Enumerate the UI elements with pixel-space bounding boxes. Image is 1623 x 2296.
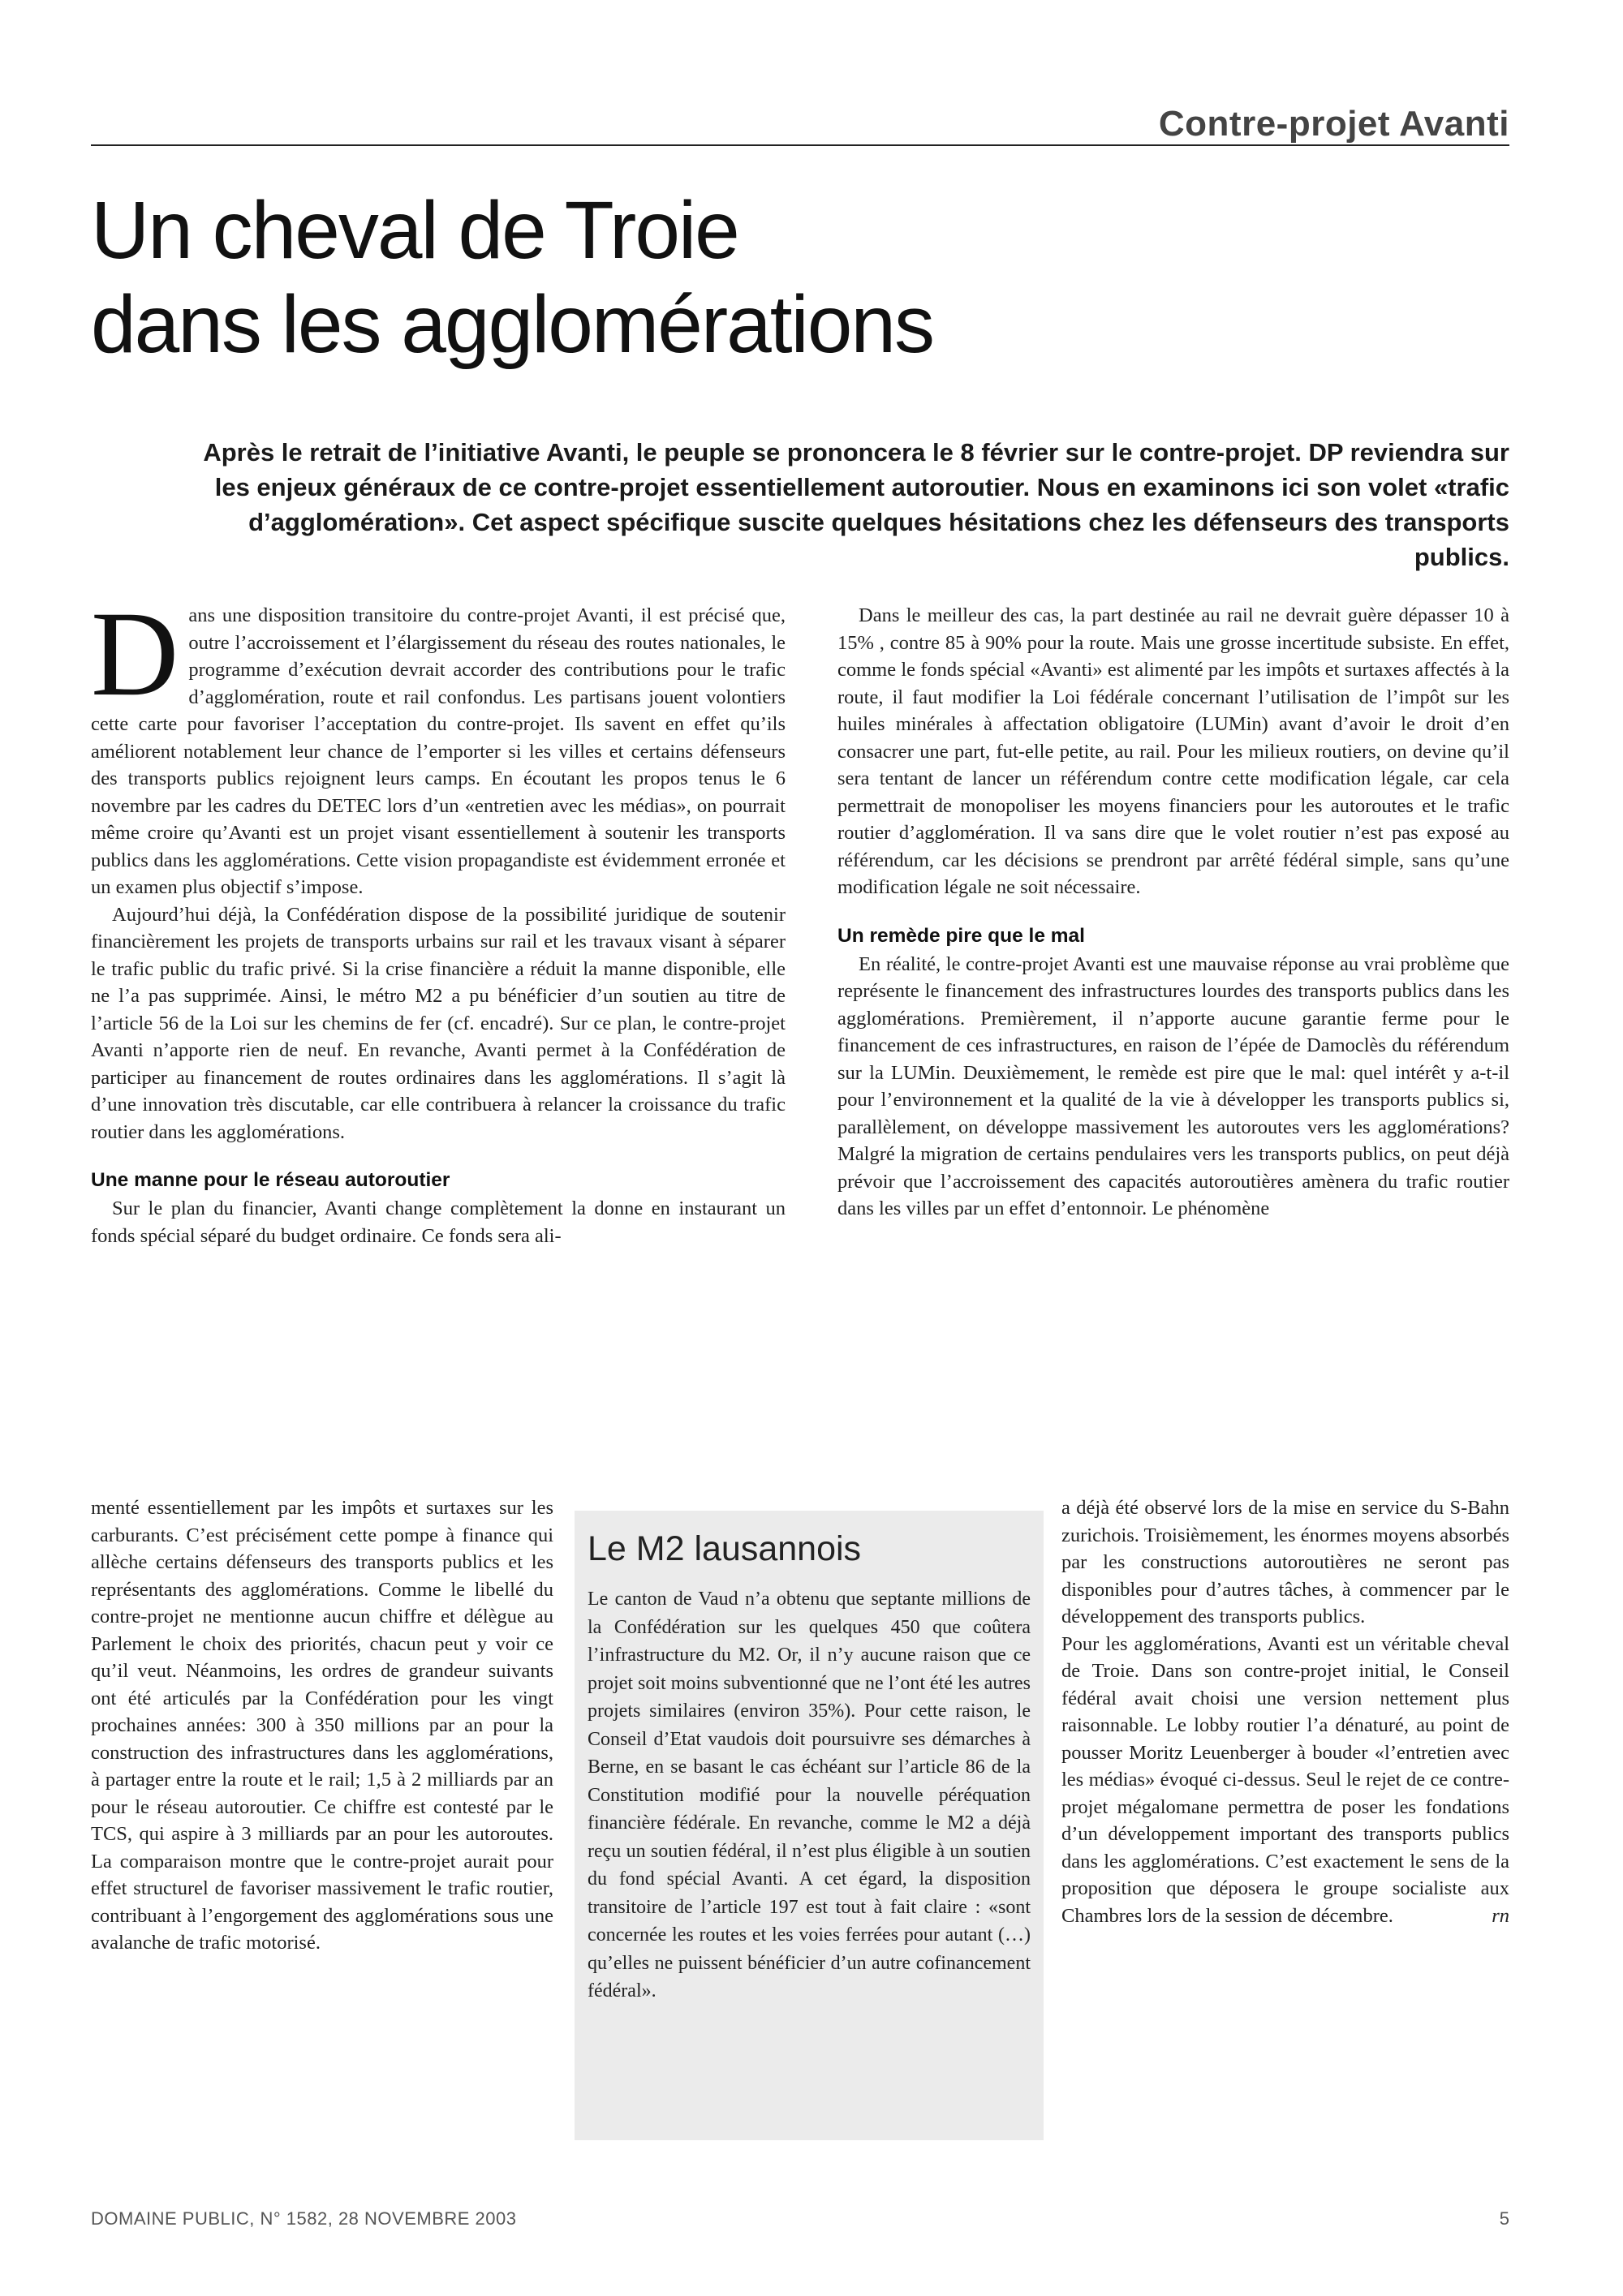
footer-publication: DOMAINE PUBLIC, N° 1582, 28 NOVEMBRE 2003 xyxy=(91,2208,517,2229)
header-rule xyxy=(91,144,1509,146)
column-right-top xyxy=(837,602,1509,1223)
sidebar-title: Le M2 lausannois xyxy=(588,1529,862,1568)
title-line-1: Un cheval de Troie xyxy=(91,185,738,276)
subheading-remede: Un remède pire que le mal xyxy=(837,924,1085,947)
author-signature: rn xyxy=(1492,1904,1509,1927)
article-lead: Après le retrait de l’initiative Avanti, le peuple se prononcera le 8 février sur le contre-projet. DP reviendra sur les enjeux généraux de ce contre-projet essentiellement autoroutier. Nous en examinons ici son volet «trafic d’agglomération». Cet aspect spécifique suscite quelques hésitations chez les défenseurs des transports publics. xyxy=(203,438,1509,571)
paragraph-6-text: Pour les agglomérations, Avanti est un véritable cheval de Troie. Dans son contre-projet initial, le Conseil fédéral avait choisi une version nettement plus raisonnable. Le lobby routier l’a dénaturé, au point de pousser Moritz Leuenberger à bouder «l’entretien avec les médias» évoqué ci-dessus. Seul le rejet de ce contre-projet mégalomane permettra de poser les fondations d’un développement important des transports publics dans les agglomérations. C’est exactement le sens de la proposition que déposera le groupe socialiste aux Chambres lors de la session de décembre. xyxy=(1061,1632,1509,1927)
paragraph-5-start: En réalité, le contre-projet Avanti est une mauvaise réponse au vrai problème que représente le financement des infrastructures lourdes des transports publics dans les agglomérations. Premièrement, il n’apporte aucune garantie ferme pour le financement de ces infrastructures, en raison de l’épée de Damoclès du référendum sur la LUMin. Deuxièmement, le remède est pire que le mal: quel intérêt y a-t-il pour l’environnement et la qualité de la vie à développer les transports publics si, parallèlement, on développe massivement les autoroutes vers les agglomérations? Malgré la migration de certains pendulaires vers les transports publics, on peut déjà prévoir que l’accroissement des capacités autoroutières amènera du trafic routier dans les villes par un effet d’entonnoir. Le phénomène xyxy=(837,952,1509,1219)
paragraph-3-end: menté essentiellement par les impôts et surtaxes sur les carburants. C’est précisément cette pompe à finance qui allèche certains défenseurs des transports publics et les représentants des agglomérations. Comme le libellé du contre-projet ne mentionne aucun chiffre et délègue au Parlement le choix des priorités, chacun peut y voir ce qu’il veut. Néanmoins, les ordres de grandeur suivants ont été articulés par la Confédération pour les vingt prochaines années: 300 à 350 millions par an pour la construction des infrastructures dans les agglomérations, à partager entre la route et le rail; 1,5 à 2 milliards par an pour le réseau autoroutier. Ce chiffre est contesté par le TCS, qui aspire à 3 milliards par an pour les autoroutes. La comparaison montre que le contre-projet aurait pour effet structurel de favoriser massivement le trafic routier, contribuant à l’engorgement des agglomérations sous une avalanche de trafic motorisé. xyxy=(91,1497,553,1954)
paragraph-1-text: ans une disposition transitoire du contre-projet Avanti, il est précisé que, outre l’accroissement et l’élargissement du réseau des routes nationales, le programme d’exécution devrait accorder des contributions pour le trafic d’agglomération, route et rail confondus. Les partisans jouent volontiers cette carte pour favoriser l’acceptation du contre-projet. Ils savent en effet qu’ils améliorent notablement leur chance de l’emporter si les villes et certains défenseurs des transports publics rejoignent leurs camps. En écoutant les propos tenus le 6 novembre par les cadres du DETEC lors d’un «entretien avec les médias», on pourrait même croire qu’Avanti est un projet visant essentiellement à soutenir les transports publics dans les agglomérations. Cette vision propagandiste est évidemment erronée et un examen plus objectif s’impose. xyxy=(91,604,786,898)
footer-page-number: 5 xyxy=(1499,2208,1509,2229)
drop-cap: D xyxy=(91,587,179,721)
sidebar-box xyxy=(575,1511,1044,2140)
column-left-top xyxy=(91,587,786,1249)
article-title xyxy=(91,183,1308,372)
paragraph-4: Dans le meilleur des cas, la part destinée au rail ne devrait guère dépasser 10 à 15% , contre 85 à 90% pour la route. Mais une grosse incertitude subsiste. En effet, comme le fonds spécial «Avanti» est alimenté par les impôts et surtaxes affectés à la route, il faut modifier la Loi fédérale concernant l’utilisation de l’impôt sur les huiles minérales à affectation obligatoire (LUMin) avant d’avoir le droit d’en consacrer une part, fut-elle petite, au rail. Pour les milieux routiers, on devine qu’il sera tentant de lancer un référendum contre cette modification légale, car cela permettrait de monopoliser les moyens financiers pour les autoroutes et le trafic routier d’agglomération. Il va sans dire que le volet routier n’est pas exposé au référendum, car les décisions se prendront par arrêté fédéral simple, sans qu’une modification légale ne soit nécessaire. xyxy=(837,604,1509,898)
section-label: Contre-projet Avanti xyxy=(1158,104,1509,144)
column-left-bottom xyxy=(91,1494,553,1957)
paragraph-5-end: a déjà été observé lors de la mise en service du S-Bahn zurichois. Troisièmement, les énormes moyens absorbés par les constructions autoroutières ne seront pas disponibles pour d’autres tâches, à commencer par le développement des transports publics. xyxy=(1061,1497,1509,1627)
paragraph-2: Aujourd’hui déjà, la Confédération dispose de la possibilité juridique de soutenir financièrement les projets de transports urbains sur rail et les travaux visant à séparer le trafic public du trafic privé. Si la crise financière a réduit la manne disponible, elle ne l’a pas supprimée. Ainsi, le métro M2 a pu bénéficier d’un soutien au titre de l’article 56 de la Loi sur les chemins de fer (cf. encadré). Sur ce plan, le contre-projet Avanti n’apporte rien de neuf. En revanche, Avanti permet à la Confédération de participer au financement de routes ordinaires dans les agglomérations. Il s’agit là d’une innovation très discutable, car elle contribuera à relancer la croissance du trafic routier dans les agglomérations. xyxy=(91,903,786,1143)
title-line-2: dans les agglomérations xyxy=(91,279,933,370)
paragraph-1 xyxy=(91,587,786,901)
sidebar-text: Le canton de Vaud n’a obtenu que septante millions de la Confédération sur les quelques 450 que coûtera l’infrastructure du M2. Or, il n’y aucune raison que ce projet soit moins subventionné que ne l’ont été les autres projets similaires (environ 35%). Pour cette raison, le Conseil d’Etat vaudois doit poursuivre ses démarches à Berne, en se basant le cas échéant sur l’article 86 de la Constitution modifié pour la nouvelle péréquation financière fédérale. En revanche, comme le M2 a déjà reçu un soutien fédéral, il n’est plus éligible à un soutien du fond spécial Avanti. A cet égard, la disposition transitoire de l’article 197 est tout à fait claire : «sont concernée les routes et les voies ferrées pour autant (…) qu’elles ne puissent bénéficier d’un autre cofinancement fédéral». xyxy=(588,1589,1031,2001)
column-right-bottom xyxy=(1061,1494,1509,1929)
subheading-manne: Une manne pour le réseau autoroutier xyxy=(91,1169,450,1191)
paragraph-3-start: Sur le plan du financier, Avanti change complètement la donne en instaurant un fonds spécial séparé du budget ordinaire. Ce fonds sera ali- xyxy=(91,1197,786,1247)
paragraph-6 xyxy=(1061,1631,1509,1930)
